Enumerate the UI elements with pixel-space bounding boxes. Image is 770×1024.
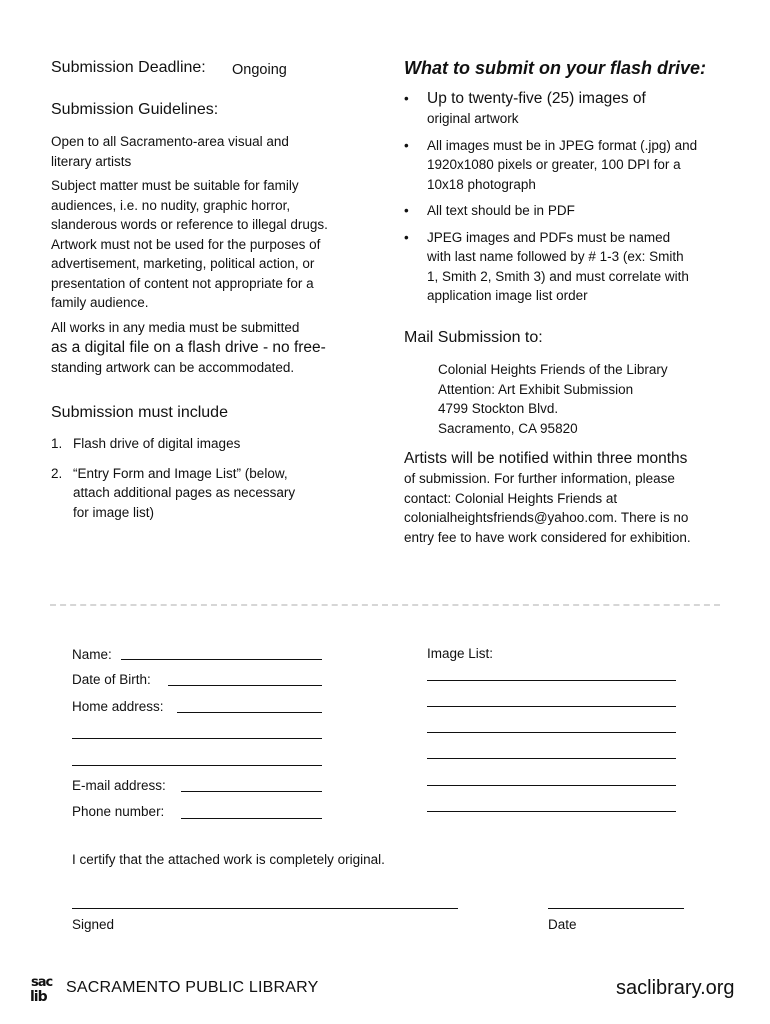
svg-text:lib: lib (30, 989, 47, 1003)
include-item-text: “Entry Form and Image List” (below, attach additional pages as necessary for image list) (73, 465, 296, 520)
guidelines-subject-matter: Subject matter must be suitable for family audiences, i.e. no nudity, graphic horror, slanderous words or reference to illegal drugs. Artwork must not be used for the purposes of advertisement, marketing, political action, or presentation of content not appropriate for a family audience. (51, 178, 328, 310)
include-item (51, 434, 321, 454)
include-item-text: Flash drive of digital images (73, 436, 241, 451)
submit-item-text: • All images must be in JPEG format (.jpg) and 1920x1080 pixels or greater, 100 DPI for a 10x18 photograph (427, 137, 698, 192)
image-list-line-1[interactable] (427, 680, 676, 681)
form-divider (50, 604, 720, 606)
mail-line: Colonial Heights Friends of the Library (438, 362, 668, 377)
notify-text: of submission. For further information, please contact: Colonial Heights Friends at colonialheightsfriends@yahoo.com. There is no entry fee to have work considered for exhibition. (404, 471, 691, 545)
mail-heading: Mail Submission to: (404, 329, 543, 346)
include-heading: Submission must include (51, 404, 228, 421)
mail-line: Sacramento, CA 95820 (438, 420, 578, 436)
email-field[interactable] (181, 791, 322, 792)
submit-list (404, 89, 704, 313)
date-field[interactable] (548, 908, 684, 909)
image-list-line-6[interactable] (427, 811, 676, 812)
notify-block (404, 449, 714, 547)
deadline-value: Ongoing (232, 62, 287, 78)
media-line-2: as a digital file on a flash drive - no free- (51, 338, 326, 356)
date-label: Date (548, 917, 577, 932)
guidelines-heading: Submission Guidelines: (51, 101, 219, 118)
mail-address (438, 360, 728, 438)
signed-label: Signed (72, 917, 115, 932)
phone-field[interactable] (181, 818, 322, 819)
include-list (51, 434, 321, 532)
submit-item (404, 89, 704, 129)
notify-lead: Artists will be notified within three months (404, 450, 688, 467)
guidelines-media (51, 318, 351, 377)
image-list-line-3[interactable] (427, 732, 676, 733)
submit-item (404, 228, 704, 306)
library-logo-icon (30, 973, 62, 1003)
include-item (51, 464, 321, 523)
address-field-line-1[interactable] (177, 712, 322, 713)
media-line-3: standing artwork can be accommodated. (51, 359, 295, 375)
certify-statement: I certify that the attached work is completely original. (72, 852, 385, 867)
library-url[interactable]: saclibrary.org (616, 977, 735, 999)
mail-line: Attention: Art Exhibit Submission (438, 381, 634, 397)
name-label: Name: (72, 647, 112, 662)
dob-field[interactable] (168, 685, 322, 686)
submit-item-text: All text should be in PDF (427, 203, 575, 218)
svg-text:sac: sac (31, 975, 53, 990)
phone-label: Phone number: (72, 804, 165, 819)
email-label: E-mail address: (72, 778, 166, 793)
include-item-number: 1. (51, 436, 63, 451)
submit-item (404, 136, 704, 195)
library-name: SACRAMENTO PUBLIC LIBRARY (66, 979, 319, 996)
guidelines-eligibility: Open to all Sacramento-area visual and literary artists (51, 134, 289, 169)
submit-heading: What to submit on your flash drive: (404, 58, 707, 78)
image-list-label: Image List: (427, 646, 494, 661)
image-list-line-5[interactable] (427, 785, 676, 786)
name-field[interactable] (121, 659, 322, 660)
submit-item-text: • JPEG images and PDFs must be named with last name followed by # 1-3 (ex: Smith 1, Smith 2, Smith 3) and must correlate with application image list order (427, 229, 689, 303)
media-line-1: All works in any media must be submitted (51, 320, 300, 335)
deadline-label: Submission Deadline: (51, 59, 206, 76)
address-label: Home address: (72, 699, 164, 714)
image-list-line-2[interactable] (427, 706, 676, 707)
submit-item (404, 201, 704, 221)
signature-field[interactable] (72, 908, 458, 909)
include-item-number: 2. (51, 465, 63, 481)
address-field-line-2[interactable] (72, 738, 322, 739)
address-field-line-3[interactable] (72, 765, 322, 766)
image-list-line-4[interactable] (427, 758, 676, 759)
submit-item-lead: • Up to twenty-five (25) images of (427, 90, 646, 107)
submit-item-text: original artwork (427, 111, 519, 126)
mail-line: 4799 Stockton Blvd. (438, 401, 559, 416)
dob-label: Date of Birth: (72, 672, 151, 687)
